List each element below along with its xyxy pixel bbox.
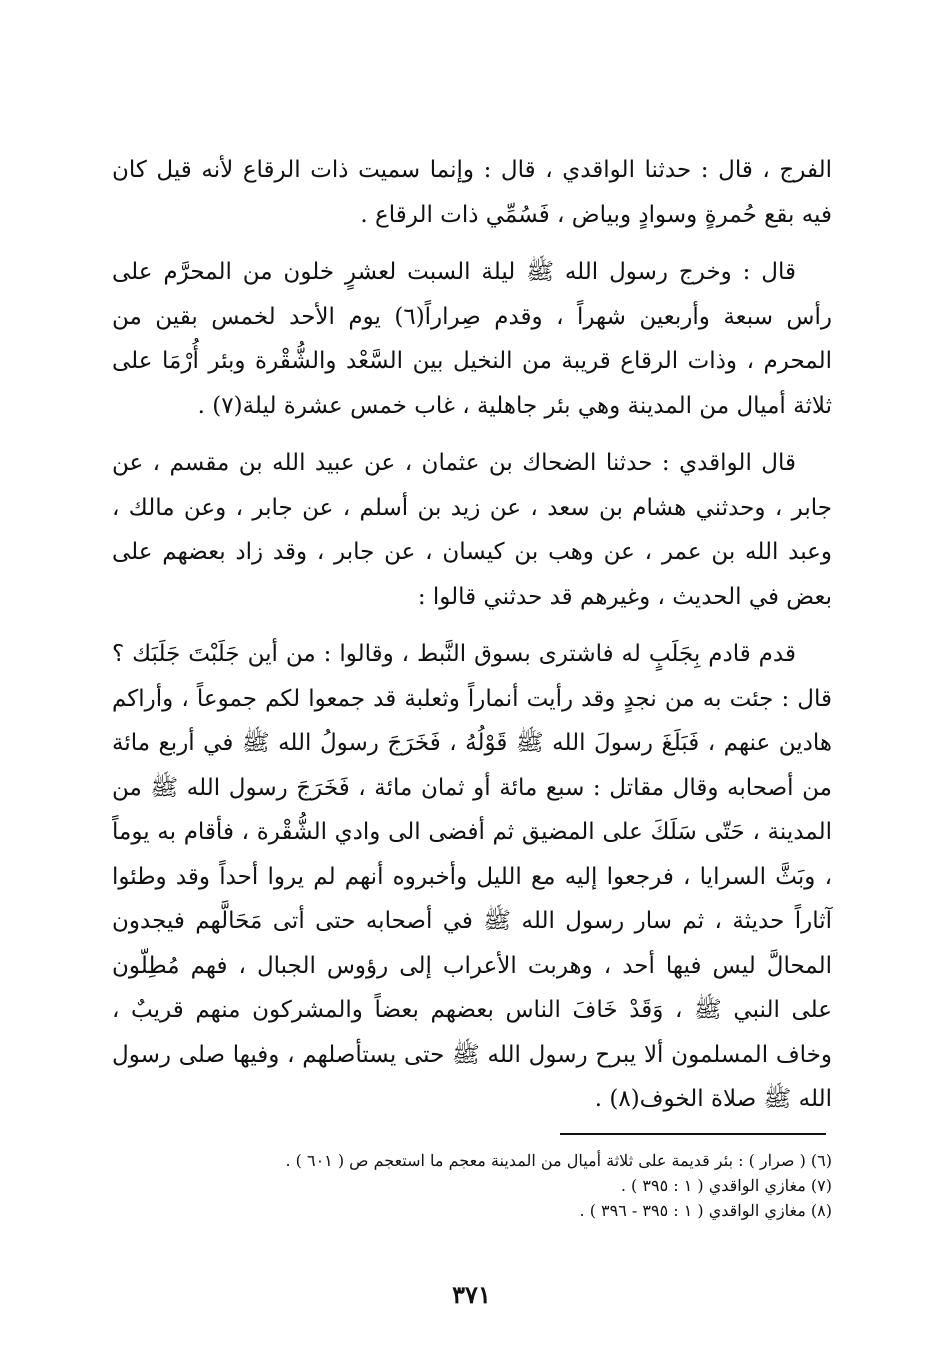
paragraph-1: الفرج ، قال : حدثنا الواقدي ، قال : وإنما سميت ذات الرقاع لأنه قيل كان فيه بقع حُمرةٍ وسوادٍ وبياض ، فَسُمِّي ذات الرقاع . [112,157,832,228]
footnote-8: (٨) مغازي الواقدي ( ١ : ٣٩٥ - ٣٩٦ ) . [579,1201,832,1220]
footnote-6: (٦) ( صرار ) : بئر قديمة على ثلاثة أميال من المدينة معجم ما استعجم ص ( ٦٠١ ) . [285,1151,832,1170]
main-text [112,148,832,1135]
footnotes [112,1148,832,1223]
paragraph-3: قال الواقدي : حدثنا الضحاك بن عثمان ، عن عبيد الله بن مقسم ، عن جابر ، وحدثني هشام بن سعد ، عن زيد بن أسلم ، عن جابر ، وعن مالك ، وعبد الله بن عمر ، عن وهب بن كيسان ، عن جابر ، وقد زاد بعضهم على بعض في الحديث ، وغيرهم قد حدثني قالوا : [112,450,832,610]
paragraph-4: قدم قادم بِجَلَبٍ له فاشترى بسوق النَّبط ، وقالوا : من أين جَلَبْتَ جَلَبَك ؟ قال : جئت به من نجدٍ وقد رأيت أنماراً وثعلبة قد جمعوا لكم جموعاً ، وأراكم هادين عنهم ، فَبَلَغَ رسولَ الله ﷺ قَوْلُهُ ، فَخَرَجَ رسولُ الله ﷺ في أربع مائة من أصحابه وقال مقاتل : سبع مائة أو ثمان مائة ، فَخَرَجَ رسول الله ﷺ من المدينة ، حَتّى سَلَكَ على المضيق ثم أفضى الى وادي الشُّقْرة ، فأقام به يوماً ، وبَثَّ السرايا ، فرجعوا إليه مع الليل وأخبروه أنهم لم يروا أحداً وقد وطئوا آثاراً حديثة ، ثم سار رسول الله ﷺ في أصحابه حتى أتى مَحَالَّهم فيجدون المحالَّ ليس فيها أحد ، وهربت الأعراب إلى رؤوس الجبال ، فهم مُطِلّون على النبي ﷺ ، وَقَدْ خَافَ الناس بعضهم بعضاً والمشركون منهم قريبٌ ، وخاف المسلمون ألا يبرح رسول الله ﷺ حتى يستأصلهم ، وفيها صلى رسول الله ﷺ صلاة الخوف(٨) . [112,641,832,1112]
footnote-separator [560,1133,826,1135]
paragraph-2: قال : وخرج رسول الله ﷺ ليلة السبت لعشرٍ خلون من المحرَّم على رأس سبعة وأربعين شهراً ، وقدم صِراراً(٦) يوم الأحد لخمس بقين من المحرم ، وذات الرقاع قريبة من النخيل بين السَّعْد والشُّقْرة وبئر أُرْمَا على ثلاثة أميال من المدينة وهي بئر جاهلية ، غاب خمس عشرة ليلة(٧) . [112,259,833,419]
footnote-7: (٧) مغازي الواقدي ( ١ : ٣٩٥ ) . [620,1176,832,1195]
page-number: ٣٧١ [452,1280,491,1309]
